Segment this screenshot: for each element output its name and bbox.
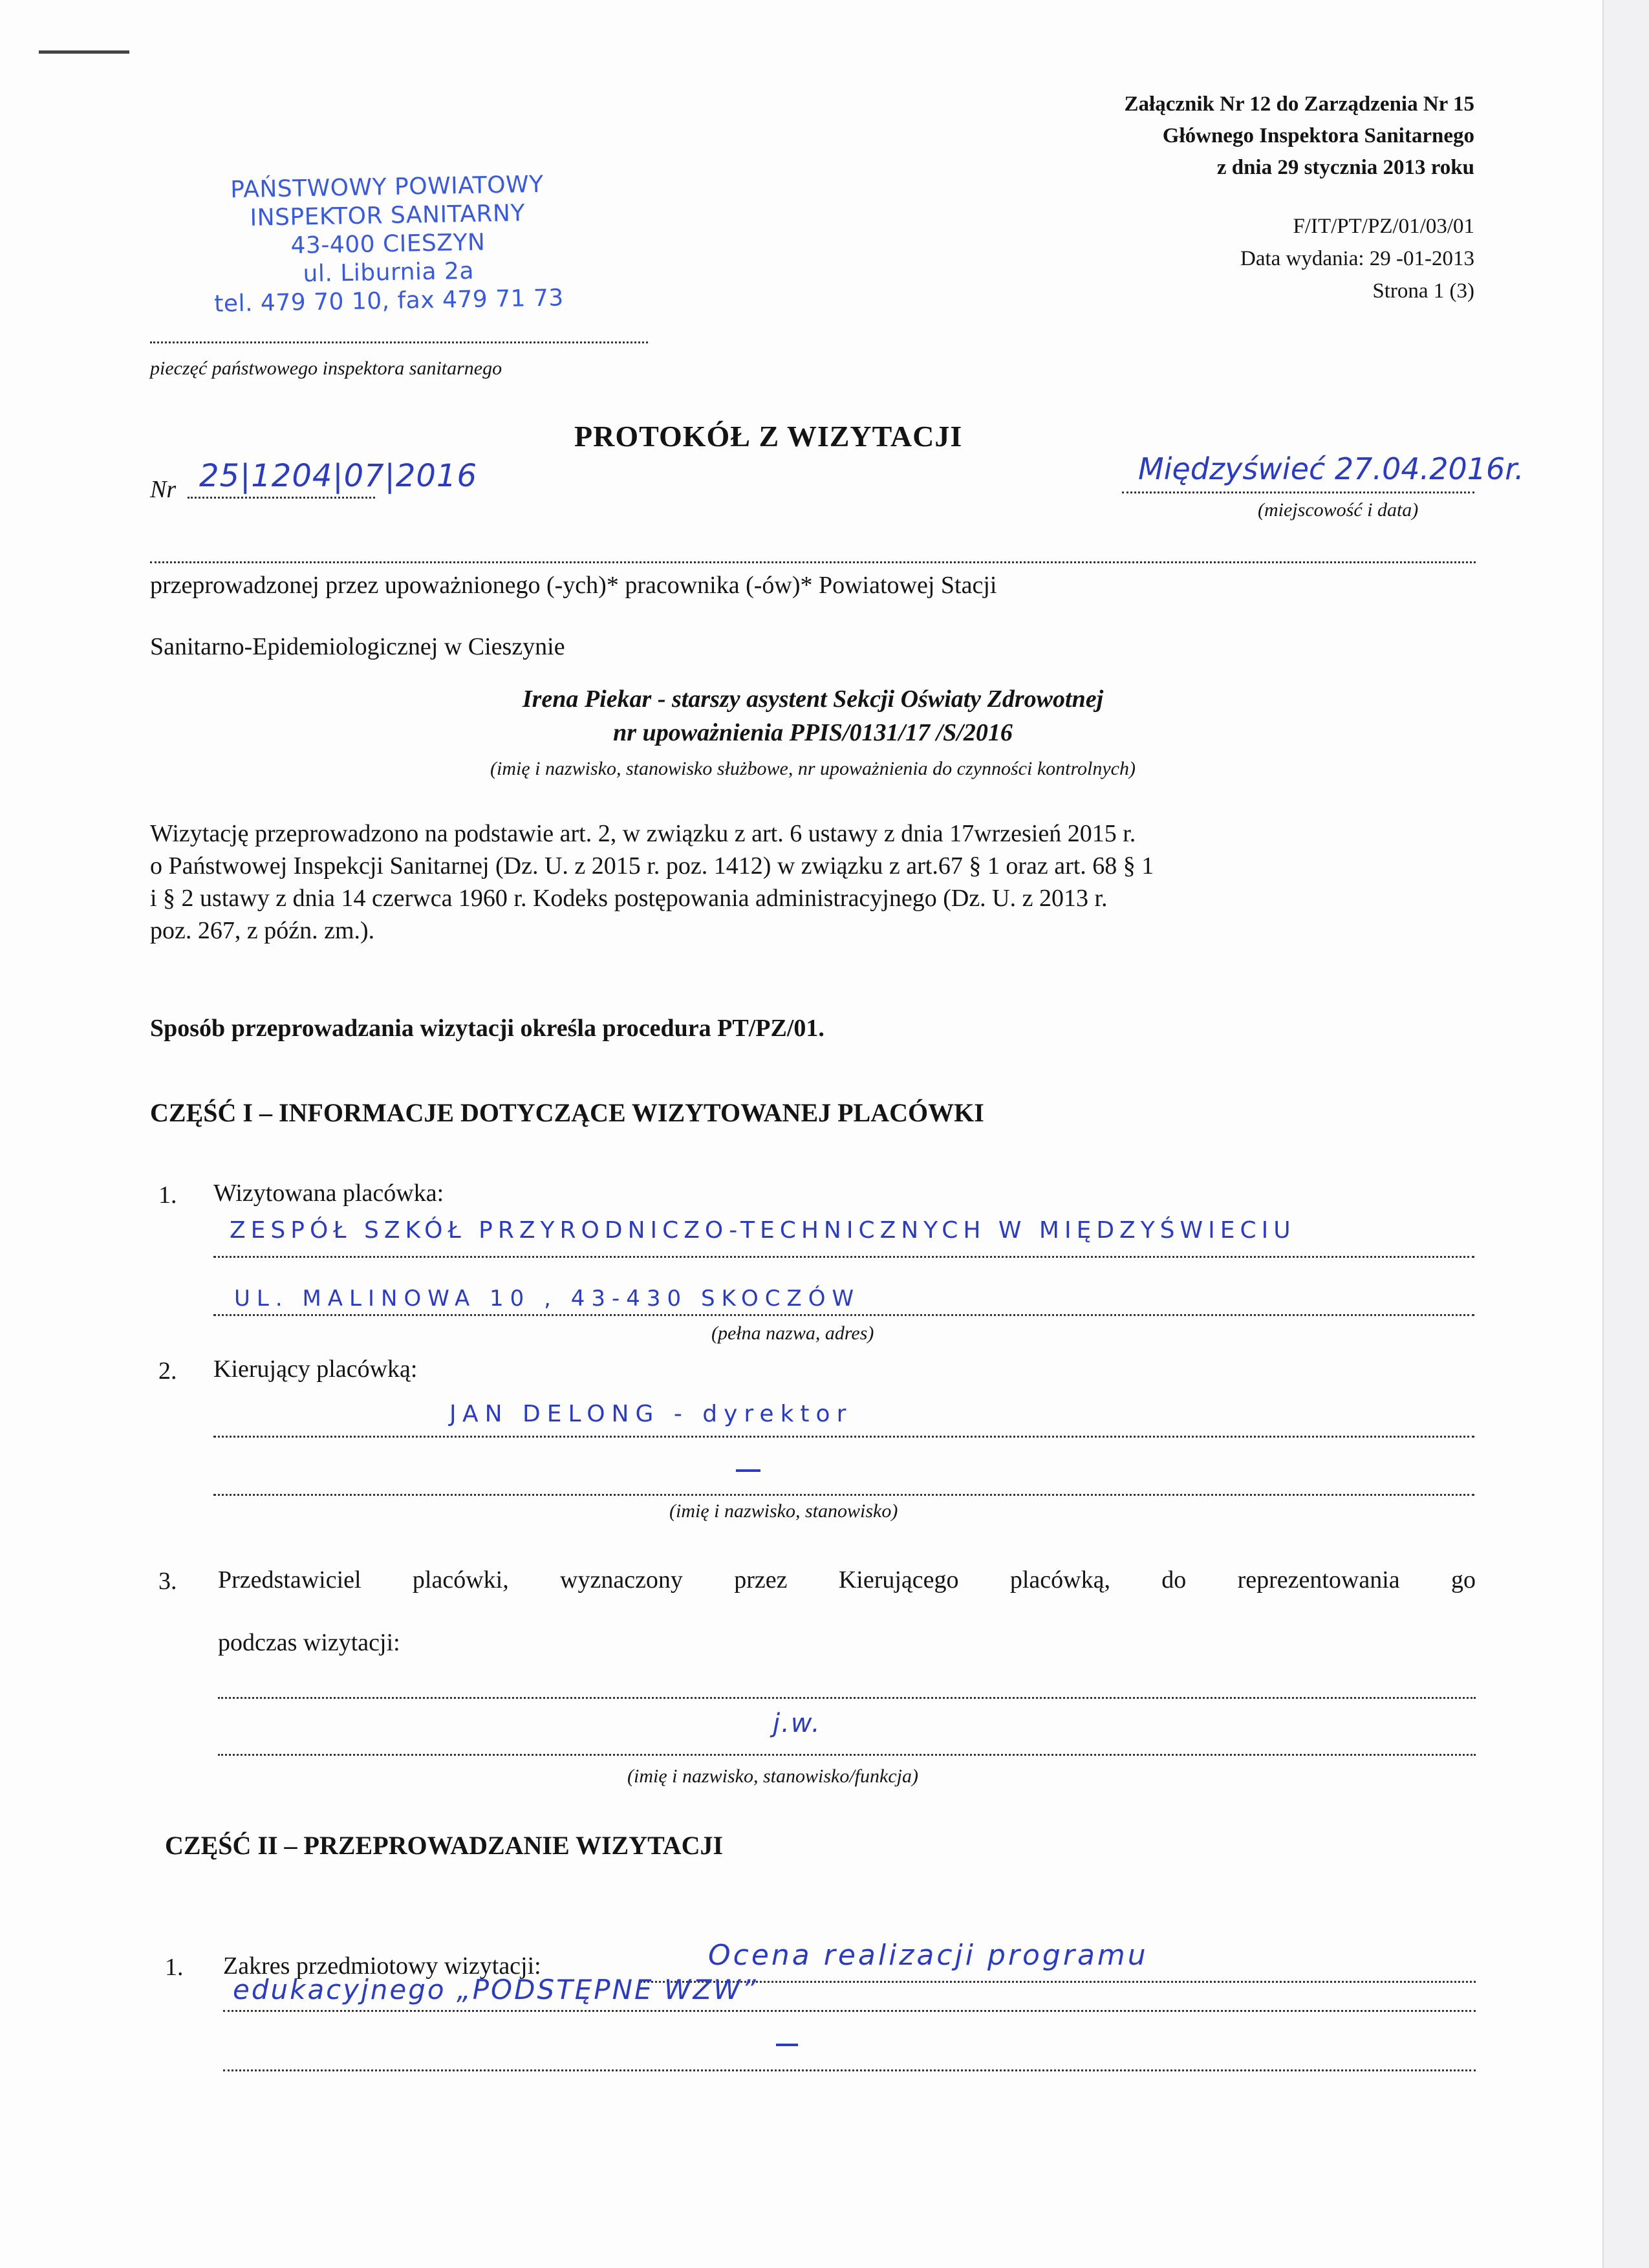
scope-text-2: edukacyjnego „PODSTĘPNE WZW” — [233, 1974, 758, 2005]
stamp-caption: pieczęć państwowego inspektora sanitarnego — [150, 358, 502, 379]
item-3-number: 3. — [158, 1568, 177, 1595]
stamp-line-5: tel. 479 70 10, fax 479 71 73 — [213, 285, 565, 318]
inspector-name: Irena Piekar - starszy asystent Sekcji Oświaty Zdrowotnej — [522, 686, 1104, 713]
scope-dotted-line-1 — [640, 1981, 1476, 1983]
item-1-number: 1. — [158, 1182, 177, 1209]
scope-dotted-line-2 — [223, 2010, 1476, 2012]
form-code: F/IT/PT/PZ/01/03/01 — [1293, 215, 1474, 238]
head-dash-mark — [736, 1469, 760, 1472]
scope-dotted-line-3 — [223, 2069, 1476, 2071]
inspector-block — [150, 682, 1476, 750]
place-date-dotted-line — [1122, 491, 1474, 493]
representative-label-1: Przedstawiciel placówki, wyznaczony przez Kierującego placówką, do reprezentowania go — [218, 1566, 1476, 1593]
stamp-line-2: INSPEKTOR SANITARNY — [250, 200, 526, 232]
attachment-line-2: Głównego Inspektora Sanitarnego — [1162, 124, 1474, 147]
scope-label: Zakres przedmiotowy wizytacji: — [223, 1952, 541, 1980]
facility-dotted-line-1 — [213, 1256, 1474, 1258]
authorization-number: nr upoważnienia PPIS/0131/17 /S/2016 — [613, 719, 1013, 746]
scan-mark — [39, 50, 129, 54]
number-dotted-line — [188, 497, 375, 499]
representative-name: j.w. — [773, 1709, 821, 1738]
scan-edge — [1602, 0, 1649, 2268]
page-number: Strona 1 (3) — [1372, 279, 1474, 303]
representative-dotted-line-1 — [218, 1697, 1476, 1699]
stamp-line-4: ul. Liburnia 2a — [303, 257, 475, 288]
legal-line-4: poz. 267, z późn. zm.). — [150, 917, 375, 944]
issue-date: Data wydania: 29 -01-2013 — [1240, 247, 1474, 270]
representative-dotted-line-2 — [218, 1754, 1476, 1756]
intro-line-2: Sanitarno-Epidemiologicznej w Cieszynie — [150, 633, 565, 660]
head-caption: (imię i nazwisko, stanowisko) — [669, 1500, 898, 1522]
page-title: PROTOKÓŁ Z WIZYTACJI — [574, 420, 963, 453]
attachment-header — [892, 89, 1474, 184]
head-dotted-line-2 — [213, 1494, 1474, 1496]
stamp-dotted-line — [150, 341, 648, 343]
scope-dash-mark — [776, 2044, 798, 2046]
number-label: Nr — [150, 476, 177, 503]
representative-label-2: podczas wizytacji: — [218, 1629, 400, 1656]
representative-caption: (imię i nazwisko, stanowisko/funkcja) — [627, 1766, 918, 1787]
legal-line-2: o Państwowej Inspekcji Sanitarnej (Dz. U. z 2015 r. poz. 1412) w związku z art.67 § 1 oraz art. 68 § 1 — [150, 852, 1154, 880]
procedure-note: Sposób przeprowadzania wizytacji określa procedura PT/PZ/01. — [150, 1015, 824, 1042]
intro-line-1: przeprowadzonej przez upoważnionego (-ych)* pracownika (-ów)* Powiatowej Stacji — [150, 572, 997, 599]
legal-basis — [150, 817, 1154, 947]
facility-caption: (pełna nazwa, adres) — [711, 1323, 874, 1344]
facility-address: UL. MALINOWA 10 , 43-430 SKOCZÓW — [234, 1286, 861, 1312]
head-name: JAN DELONG - dyrektor — [449, 1401, 853, 1427]
attachment-line-3: z dnia 29 stycznia 2013 roku — [1216, 156, 1474, 179]
place-date: Międzyświeć 27.04.2016r. — [1138, 451, 1524, 486]
attachment-line-1: Załącznik Nr 12 do Zarządzenia Nr 15 — [1124, 92, 1474, 116]
legal-line-1: Wizytację przeprowadzono na podstawie art. 2, w związku z art. 6 ustawy z dnia 17wrzesień 2015 r. — [150, 820, 1136, 847]
part-2-item-1-number: 1. — [165, 1954, 184, 1981]
legal-line-3: i § 2 ustawy z dnia 14 czerwca 1960 r. Kodeks postępowania administracyjnego (Dz. U. z 2013 r. — [150, 885, 1108, 912]
inspector-caption: (imię i nazwisko, stanowisko służbowe, nr upoważnienia do czynności kontrolnych) — [490, 758, 1136, 779]
head-dotted-line-1 — [213, 1436, 1474, 1438]
facility-dotted-line-2 — [213, 1314, 1474, 1316]
separator-dotted-line — [150, 561, 1476, 563]
stamp-line-3: 43-400 CIESZYN — [290, 229, 486, 259]
inspector-stamp — [186, 170, 590, 319]
form-meta — [1022, 210, 1474, 307]
head-label: Kierujący placówką: — [213, 1355, 418, 1383]
place-date-caption: (miejscowość i data) — [1258, 499, 1419, 521]
protocol-number: 25|1204|07|2016 — [199, 458, 477, 494]
part-2-heading: CZĘŚĆ II – PRZEPROWADZANIE WIZYTACJI — [165, 1831, 724, 1860]
stamp-line-1: PAŃSTWOWY POWIATOWY — [230, 171, 544, 204]
scope-text-1: Ocena realizacji programu — [708, 1939, 1148, 1972]
facility-label: Wizytowana placówka: — [213, 1180, 444, 1207]
item-2-number: 2. — [158, 1357, 177, 1385]
facility-name: ZESPÓŁ SZKÓŁ PRZYRODNICZO-TECHNICZNYCH W MIĘDZYŚWIECIU — [230, 1217, 1296, 1244]
part-1-heading: CZĘŚĆ I – INFORMACJE DOTYCZĄCE WIZYTOWANEJ PLACÓWKI — [150, 1098, 984, 1127]
